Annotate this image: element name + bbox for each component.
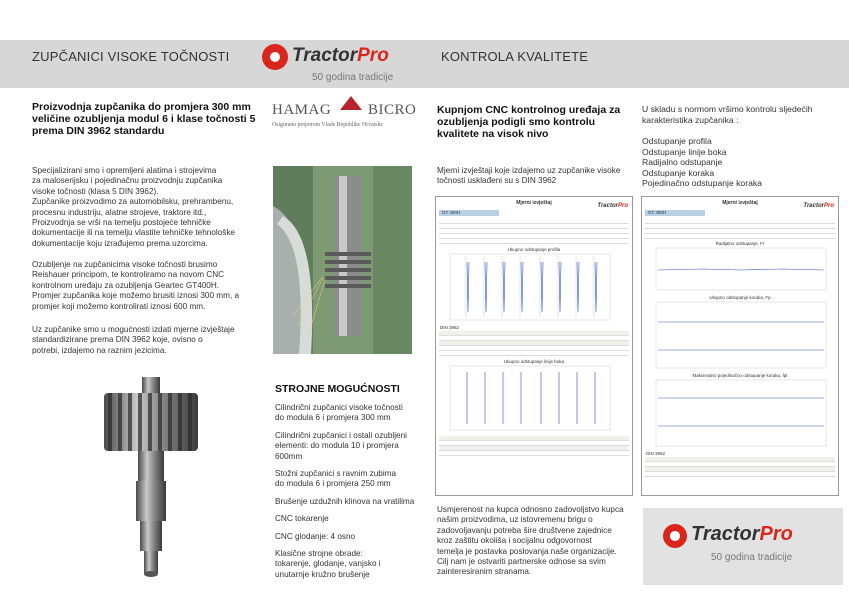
gear-icon [663, 524, 687, 548]
report-header-table [645, 219, 835, 239]
machine-item: Klasične strojne obrade: tokarenje, glodanje, vanjsko i unutarnje kružno brušenje [275, 549, 381, 579]
footer-logo-box [643, 508, 843, 585]
report-chart-title: Ukupno odstupanje linije boka [503, 359, 565, 364]
machine-item: CNC glodanje: 4 osno [275, 531, 356, 541]
hamag-tagline: Osigurano potporom Vlade Republike Hrvatske [272, 122, 383, 128]
report-chart-title: Ukupno odstupanje profila [507, 247, 561, 252]
report-table-label: DIN 3962 [440, 325, 460, 330]
din-item: Pojedinačno odstupanje koraka [642, 178, 762, 189]
measurement-report-profile [435, 196, 633, 496]
machine-item: Brušenje uzdužnih klinova na vratilima [275, 496, 415, 506]
din-item: Odstupanje profila [642, 136, 712, 146]
cnc-intro: Mjerni izvještaji koje izdajemo uz zupčanike visoke točnosti usklađeni su s DIN 3962 [437, 166, 621, 186]
gear-shaft-photo [64, 375, 237, 583]
gear-icon [262, 44, 288, 70]
hamag-name: HAMAG [272, 102, 332, 118]
header-logo [262, 42, 412, 88]
brand-name: TractorPro [292, 45, 389, 66]
cnc-heading: Kupnjom CNC kontrolnog uređaja za ozubljenja podigli smo kontrolu kvalitete na visok nivo [437, 104, 621, 140]
report-machine-bar: GT 400H [439, 210, 499, 216]
din-item: Odstupanje linije boka [642, 146, 727, 157]
report-table-label: DIN 3962 [646, 451, 666, 456]
report-brand: TractorPro [803, 203, 834, 209]
left-paragraph-2: Ozubljenje na zupčanicima visoke točnosti brusimo Reishauer principom, te kontroliramo na novom CNC kontrolnom uređaju za ozubljenja Geartec GT400H. Promjer zupčanika koje možemo brusiti iznosi 300 mm, a promjer koji možemo kontrolirati iznosi 600 mm. [32, 260, 240, 311]
brand-name: TractorPro [691, 523, 793, 545]
left-header-title: ZUPČANICI VISOKE TOČNOSTI [32, 49, 230, 64]
measurement-report-pitch [641, 196, 839, 496]
machine-heading: STROJNE MOGUĆNOSTI [275, 383, 400, 395]
machine-item: Stožni zupčanici s ravnim zubima do modula 6 i promjera 250 mm [275, 469, 397, 489]
report-title: Mjerni izvještaj [516, 200, 552, 206]
report-din-table [645, 457, 835, 477]
bicro-name: BICRO [368, 102, 417, 118]
report-din-table [439, 331, 629, 356]
single-pitch-chart [642, 378, 838, 450]
left-paragraph-3: Uz zupčanike smo u mogućnosti izdati mjerne izvještaje standardizirane prema DIN 3962 koje, ovisno o potrebi, izdajemo na raznim jezicima. [32, 325, 235, 355]
machine-item: Cilindrični zupčanici i ostali ozubljeni elementi: do modula 10 i promjera 600mm [275, 430, 407, 461]
report-chart-title: Maksimalno pojedinačno odstupanje koraka, fpt [692, 373, 788, 378]
grinding-machine-photo [273, 166, 412, 354]
din-item: Odstupanje koraka [642, 167, 715, 178]
hamag-bicro-logo [272, 96, 422, 142]
report-machine-bar: GT 400H [645, 210, 705, 216]
right-header-title: KONTROLA KVALITETE [441, 49, 589, 64]
left-heading: Proizvodnja zupčanika do promjera 300 mm veličine ozubljenja modul 6 i klase točnosti 5 prema DIN 3962 standardu [32, 101, 256, 137]
cnc-outro: Usmjerenost na kupca odnosno zadovoljstvo kupca našim proizvodima, uz istovremenu brigu o zadovoljavanju potreba šire društvene zajednice kroz zaštitu okoliša i socijalnu odgovornost temelja je postavka poslovanja naše organizacije. Cilj nam je ostvariti partnerske odnose sa svim zainteresiranim stranama. [437, 505, 624, 577]
helix-chart [436, 364, 632, 434]
din-item: Radijalno odstupanje [642, 157, 723, 168]
machine-item: Cilindrični zupčanici visoke točnosti do modula 6 i promjera 300 mm [275, 403, 403, 423]
report-chart-title: Radijalno odstupanje, Fr [715, 241, 765, 246]
report-header-table [439, 219, 629, 244]
report-din-table-2 [439, 436, 629, 456]
hamag-triangle-icon [340, 96, 362, 110]
din-characteristics-list [642, 136, 842, 189]
header-band [0, 40, 849, 88]
left-paragraph-1: Specijalizirani smo i opremljeni alatima i strojevima za maloserijsku i pojedinačnu proizvodnju zupčanika visoke točnosti (klasa 5 DIN 3962). Zupčanike proizvodimo za automobilsku, prehrambenu, procesnu industriju, alatne strojeve, traktore itd., Proizvodnja se vrši na temelju postojeće tehničke dokumentacije ili na temelju vlastite tehničke tehnološke dokumentacije koju izrađujemo prema uzorcima. [32, 166, 235, 248]
cumulative-pitch-chart [642, 300, 838, 372]
report-chart-title: Ukupno odstupanje koraka, Fp [709, 295, 771, 300]
machine-list [275, 403, 425, 580]
profile-chart [436, 252, 632, 324]
report-brand: TractorPro [597, 203, 628, 209]
din-intro: U skladu s normom vršimo kontrolu sljedećih karakteristika zupčanika : [642, 104, 813, 125]
brand-years: 50 godina tradicije [711, 552, 793, 563]
report-title: Mjerni izvještaj [722, 200, 758, 206]
radial-chart [642, 246, 838, 294]
machine-item: CNC tokarenje [275, 514, 329, 524]
brand-years: 50 godina tradicije [312, 72, 394, 83]
